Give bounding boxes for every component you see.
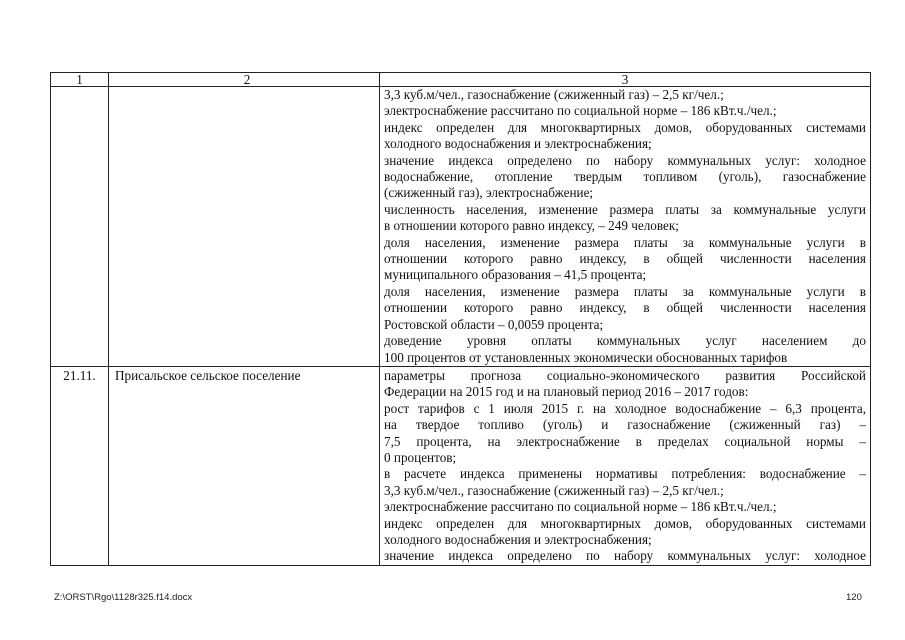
row-number: 21.11. [51, 366, 109, 565]
text-line: рост тарифов с 1 июля 2015 г. на холодное водоснабжение – 6,3 процента, [384, 400, 866, 416]
text-line: отношении которого равно индексу, в общей численности населения [384, 300, 866, 316]
text-line: параметры прогноза социально-экономического развития Российской [384, 367, 866, 383]
text-line: муниципального образования – 41,5 процента; [384, 267, 647, 283]
row-description [380, 87, 871, 367]
text-line: индекс определен для многоквартирных домов, оборудованных системами [384, 119, 866, 135]
text-line: в расчете индекса применены нормативы потребления: водоснабжение – [384, 466, 866, 482]
text-line: доведение уровня оплаты коммунальных услуг населением до [384, 333, 866, 349]
header-col-1: 1 [51, 73, 109, 87]
text-line: Ростовской области – 0,0059 процента; [384, 316, 604, 332]
header-col-3: 3 [380, 73, 871, 87]
text-line: индекс определен для многоквартирных домов, оборудованных системами [384, 515, 866, 531]
text-line: (сжиженный газ), электроснабжение; [384, 185, 594, 201]
text-line: холодного водоснабжения и электроснабжения; [384, 136, 652, 152]
row-number [51, 87, 109, 367]
text-line: численность населения, изменение размера платы за коммунальные услуги [384, 201, 866, 217]
text-line: холодного водоснабжения и электроснабжения; [384, 531, 652, 547]
table-header-row [51, 73, 871, 87]
text-line: отношении которого равно индексу, в общей численности населения [384, 251, 866, 267]
row-description [380, 366, 871, 565]
table-row [51, 366, 871, 565]
table-row [51, 87, 871, 367]
text-line: водоснабжение, отопление твердым топливом (уголь), газоснабжение [384, 169, 866, 185]
text-line: доля населения, изменение размера платы за коммунальные услуги в [384, 234, 866, 250]
footer-page-number: 120 [846, 592, 862, 603]
text-line: 3,3 куб.м/чел., газоснабжение (сжиженный газ) – 2,5 кг/чел.; [384, 87, 724, 102]
text-line: электроснабжение рассчитано по социальной норме – 186 кВт.ч./чел.; [384, 499, 777, 515]
text-line: значение индекса определено по набору коммунальных услуг: холодное [384, 548, 866, 564]
text-line: 0 процентов; [384, 449, 457, 465]
text-line: 100 процентов от установленных экономически обоснованных тарифов [384, 349, 788, 365]
text-line: значение индекса определено по набору коммунальных услуг: холодное [384, 152, 866, 168]
row-name: Присальское сельское поселение [109, 366, 380, 565]
text-line: в отношении которого равно индексу, – 249 человек; [384, 218, 679, 234]
header-col-2: 2 [109, 73, 380, 87]
text-line: электроснабжение рассчитано по социальной норме – 186 кВт.ч./чел.; [384, 103, 777, 119]
text-line: Федерации на 2015 год и на плановый период 2016 – 2017 годов: [384, 384, 749, 400]
text-line: 3,3 куб.м/чел., газоснабжение (сжиженный газ) – 2,5 кг/чел.; [384, 482, 724, 498]
document-table [50, 72, 871, 566]
text-line: на твердое топливо (уголь) и газоснабжение (сжиженный газ) – [384, 417, 866, 433]
text-line: доля населения, изменение размера платы за коммунальные услуги в [384, 283, 866, 299]
row-description-text [384, 87, 866, 366]
row-name [109, 87, 380, 367]
row-description-text [384, 368, 866, 565]
footer-file-path: Z:\ORST\Rgo\1128r325.f14.docx [54, 592, 193, 603]
text-line: 7,5 процента, на электроснабжение в пределах социальной нормы – [384, 433, 866, 449]
